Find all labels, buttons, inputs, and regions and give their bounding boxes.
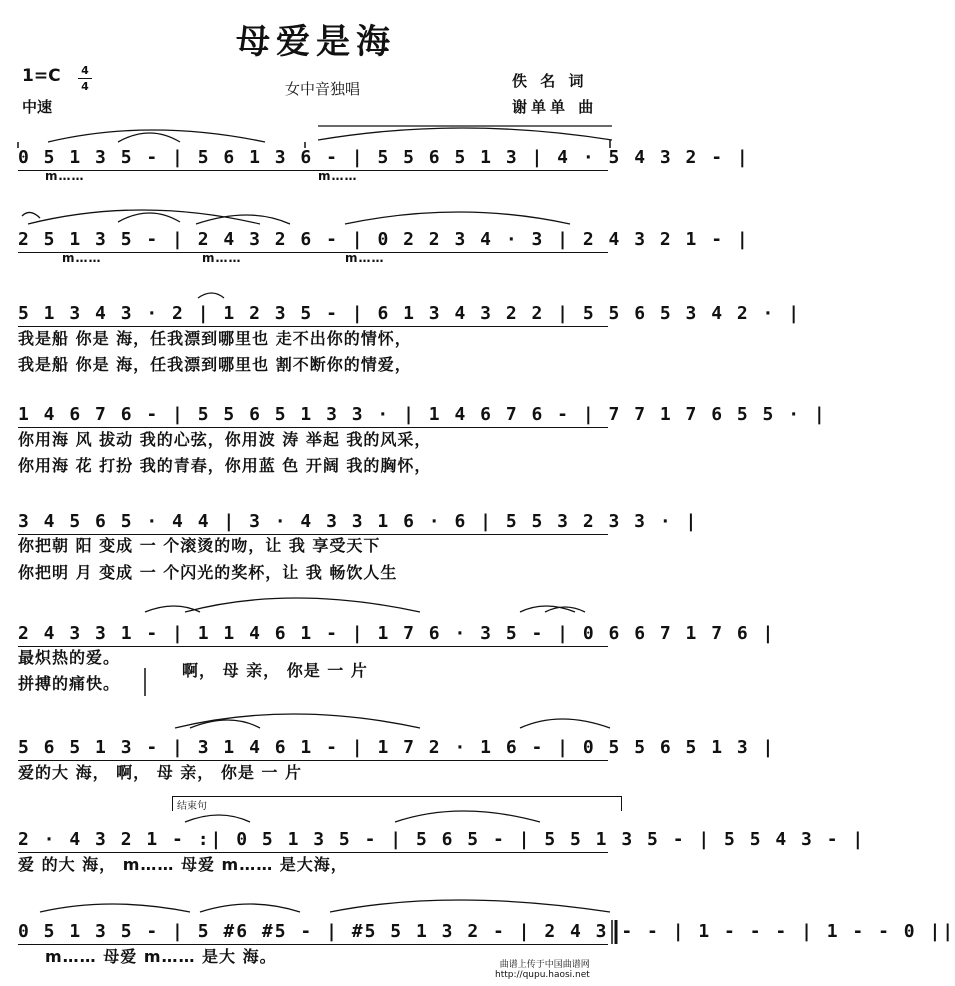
notation-right: 5 5 6 5 1 3 | 4 · 5 4 3 2 - | [377,147,750,168]
notation-right: 1 4 6 7 6 - | 7 7 1 7 6 5 5 · | [428,404,827,425]
meter-top: 4 [81,64,89,77]
song-title: 母爱是海 [236,22,396,62]
lyricist-credit: 佚 名 词 [512,72,588,90]
lyric-line: m…… [345,251,385,265]
ending-label: 结束句 [172,796,622,811]
notation-left: 5 1 3 4 3 · 2 | 1 2 3 5 - | [18,303,365,324]
lyric-line: m…… [45,169,85,183]
notation-left: 2 4 3 3 1 - | 1 1 4 6 1 - | [18,623,365,644]
watermark-line-2: http://qupu.haosi.net [495,970,590,980]
lyric-line: 拼搏的痛快。 [18,674,121,693]
lyric-line: 你用海 花 打扮 我的青春，你用蓝 色 开阔 我的胸怀， [18,456,432,475]
lyric-line: m…… [318,169,358,183]
notation-left: 2 5 1 3 5 - | 2 4 3 2 6 - | [18,229,365,250]
key-signature: 1=C [22,66,61,86]
notation-left: 3 4 5 6 5 · 4 4 | 3 · 4 3 3 1 6 · 6 | [18,511,493,532]
lyric-line: 爱 的大 海， m…… 母爱 m…… 是大海， [18,855,348,874]
notation-left: 1 4 6 7 6 - | 5 5 6 5 1 3 3 · | [18,404,416,425]
notation-right: 5 6 5 - | 5 5 1 3 5 - | 5 5 4 3 - | [415,829,866,850]
notation-right: 6 1 3 4 3 2 2 | 5 5 6 5 3 4 2 · | [377,303,802,324]
lyric-line: 爱的大 海， 啊， 母 亲， 你是 一 片 [18,763,302,782]
watermark-line-1: 曲谱上传于中国曲谱网 [499,960,590,970]
tempo-marking: 中速 [22,98,53,116]
notation-right: 0 2 2 3 4 · 3 | 2 4 3 2 1 - | [377,229,750,250]
notation-right: 5 5 3 2 3 3 · | [505,511,699,532]
notation-left: 0 5 1 3 5 - | 5 #6 #5 - | [18,921,339,942]
notation-left: 0 5 1 3 5 - | 5 6 1 3 6 - | [18,147,365,168]
lyric-line: 你把明 月 变成 一 个闪光的奖杯，让 我 畅饮人生 [18,563,398,582]
lyric-line: m…… 母爱 m…… 是大 海。 [45,947,277,966]
lyric-line: 你把朝 阳 变成 一 个滚烫的吻，让 我 享受天下 [18,536,381,555]
notation-left: 5 6 5 1 3 - | 3 1 4 6 1 - | [18,737,365,758]
lyric-line: m…… [62,251,102,265]
notation-right: 1 7 6 · 3 5 - | 0 6 6 7 1 7 6 | [377,623,776,644]
lyric-line: 我是船 你是 海，任我漂到哪里也 走不出你的情怀， [18,329,412,348]
notation-right: 1 7 2 · 1 6 - | 0 5 5 6 5 1 3 | [377,737,776,758]
lyric-line: 你用海 风 拔动 我的心弦，你用波 涛 举起 我的风采， [18,430,432,449]
lyric-line: m…… [202,251,242,265]
voice-type: 女中音独唱 [285,80,361,98]
notation-left: 2 · 4 3 2 1 - :| 0 5 1 3 5 - | [18,829,404,850]
watermark [495,960,590,980]
meter-bottom: 4 [81,80,89,93]
composer-credit: 谢单单 曲 [512,98,598,116]
notation-right: #5 5 1 3 2 - | 2 4 3 - - | 1 - - - | 1 - - 0 || [351,921,955,942]
lyric-line: 啊， 母 亲， 你是 一 片 [182,661,368,680]
lyric-line: 我是船 你是 海，任我漂到哪里也 割不断你的情爱， [18,355,412,374]
lyric-line: 最炽热的爱。 [18,648,121,667]
